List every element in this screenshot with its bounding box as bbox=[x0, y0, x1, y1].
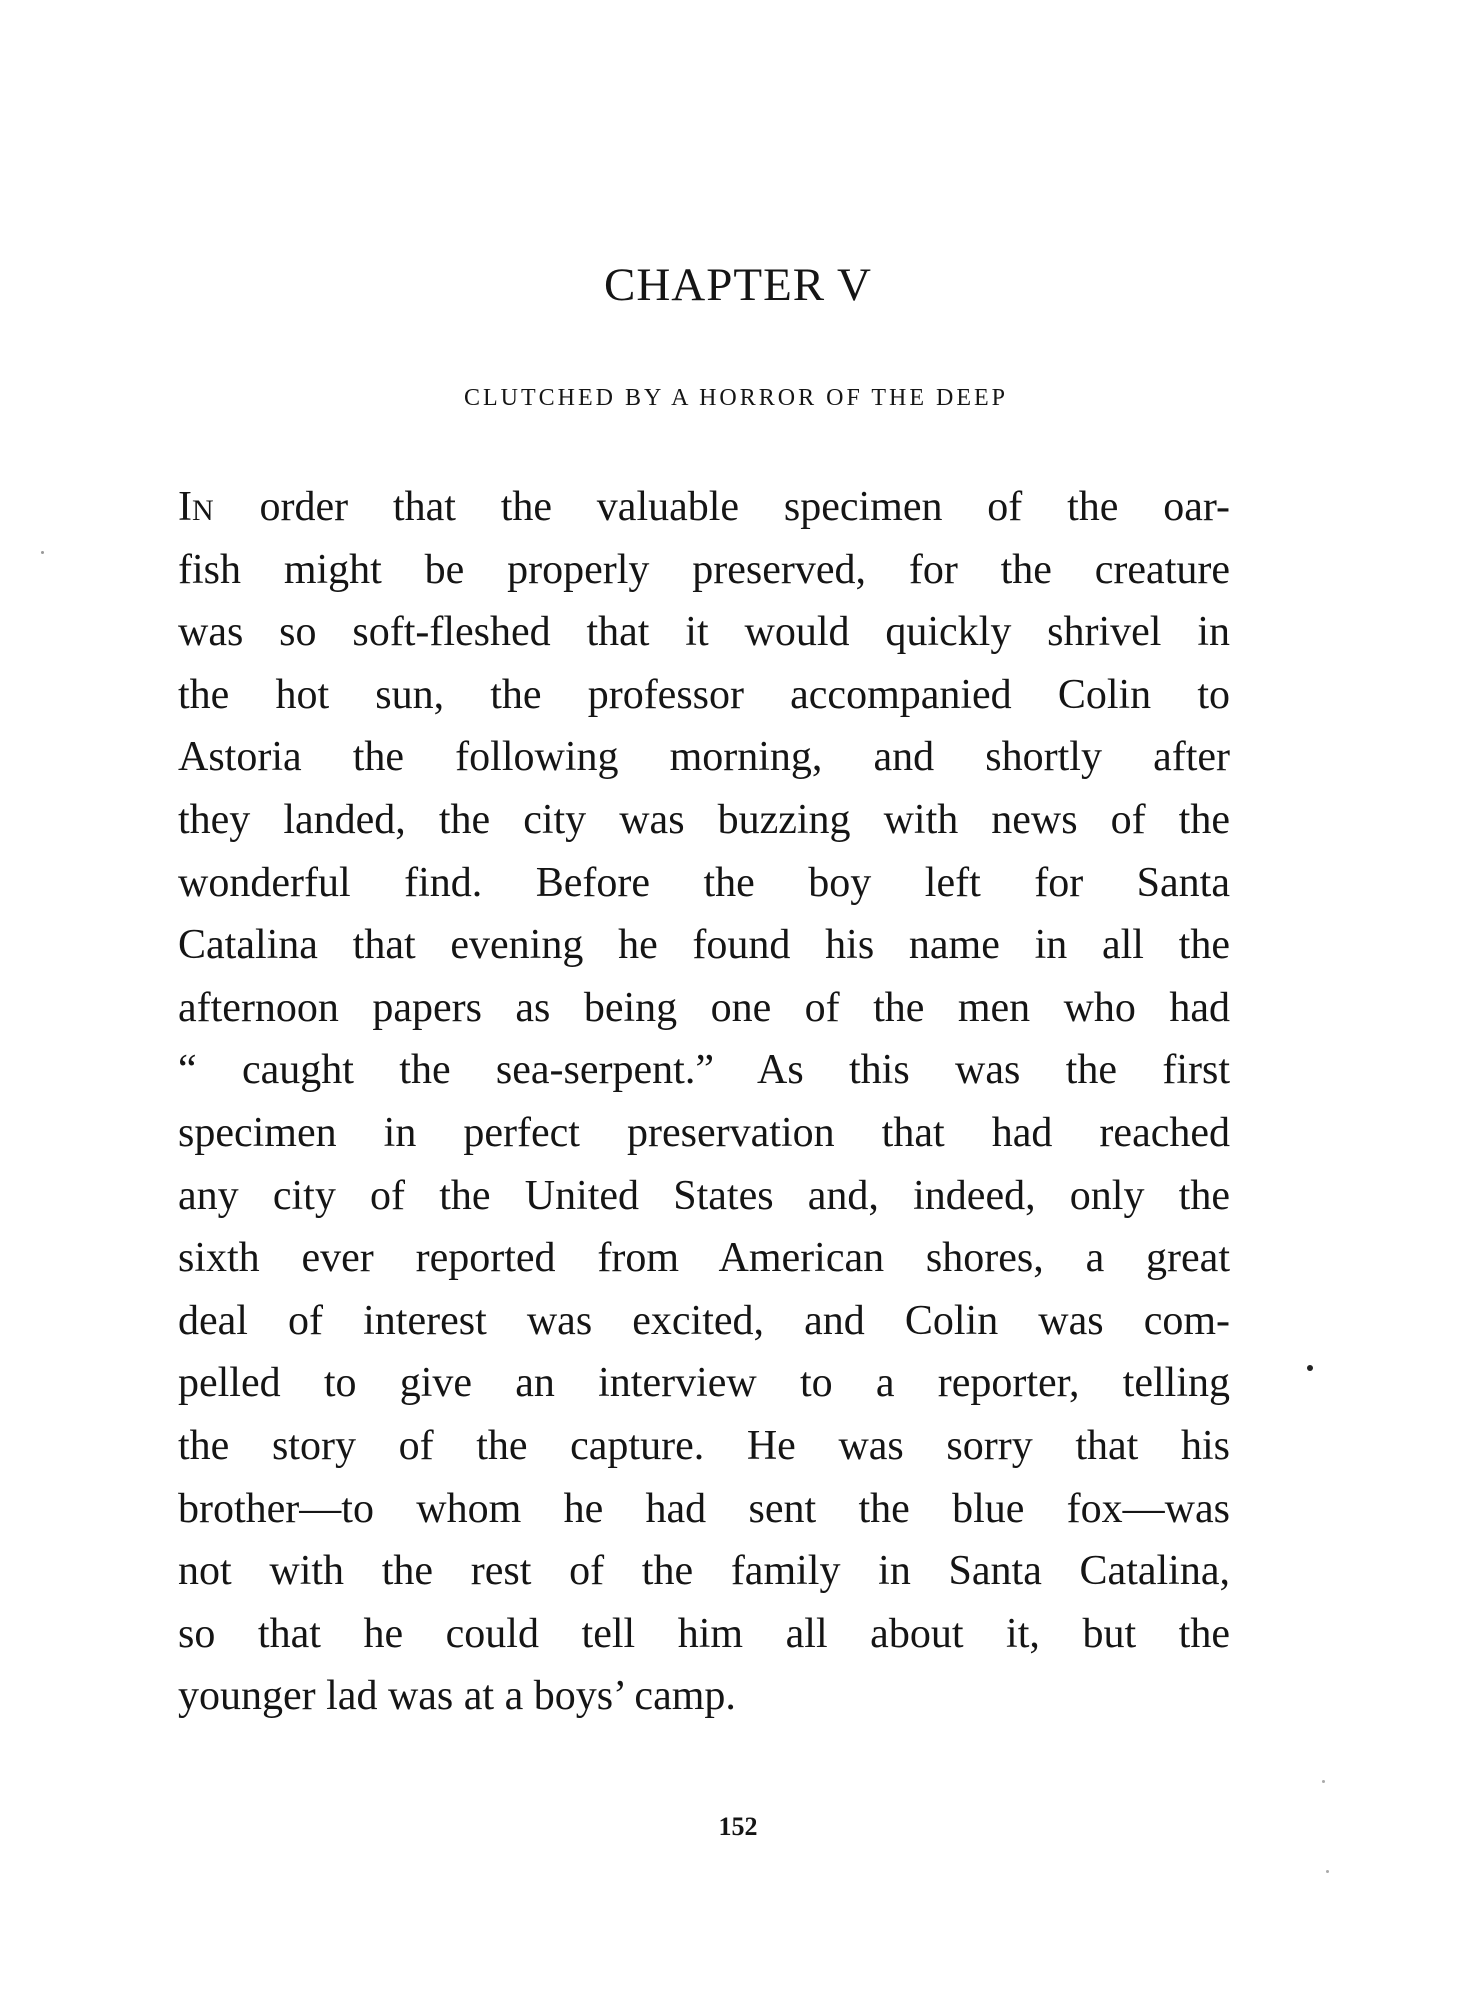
body-line: any city of the United States and, indeed, only the bbox=[178, 1172, 1230, 1219]
body-line: the story of the capture. He was sorry that his bbox=[178, 1422, 1230, 1469]
body-line: the hot sun, the professor accompanied Colin to bbox=[178, 671, 1230, 718]
body-line: “ caught the sea-serpent.” As this was the first bbox=[178, 1047, 1230, 1094]
body-line: was so soft-fleshed that it would quickly shrivel in bbox=[178, 609, 1230, 656]
body-line: specimen in perfect preservation that had reached bbox=[178, 1109, 1230, 1156]
drop-cap-initial: I bbox=[178, 484, 192, 530]
scan-speck bbox=[1307, 1365, 1313, 1371]
body-line: fish might be properly preserved, for the creature bbox=[178, 546, 1230, 593]
body-line: pelled to give an interview to a reporter, telling bbox=[178, 1360, 1230, 1407]
body-line: wonderful find. Before the boy left for Santa bbox=[178, 859, 1230, 906]
scan-speck bbox=[1326, 1870, 1329, 1873]
body-line: so that he could tell him all about it, but the bbox=[178, 1610, 1230, 1657]
scan-speck bbox=[1322, 1780, 1325, 1783]
body-line-1 bbox=[178, 476, 1230, 539]
body-line: afternoon papers as being one of the men who had bbox=[178, 984, 1230, 1031]
body-line: they landed, the city was buzzing with news of the bbox=[178, 796, 1230, 843]
chapter-subtitle: CLUTCHED BY A HORROR OF THE DEEP bbox=[463, 385, 1009, 411]
scan-speck bbox=[41, 551, 44, 554]
body-line: Astoria the following morning, and shortly after bbox=[178, 734, 1230, 781]
body-line: deal of interest was excited, and Colin was com- bbox=[178, 1297, 1230, 1344]
page-number: 152 bbox=[718, 1812, 758, 1841]
chapter-body bbox=[178, 476, 1230, 1728]
body-line: sixth ever reported from American shores, a great bbox=[178, 1235, 1230, 1282]
drop-cap-small-caps: N bbox=[192, 494, 215, 527]
chapter-title: CHAPTER V bbox=[604, 259, 872, 311]
body-line-1-text: order that the valuable specimen of the oar- bbox=[214, 484, 1230, 530]
body-line: not with the rest of the family in Santa Catalina, bbox=[178, 1548, 1230, 1595]
body-line: Catalina that evening he found his name in all the bbox=[178, 922, 1230, 969]
body-line: brother—to whom he had sent the blue fox—was bbox=[178, 1485, 1230, 1532]
body-line-last: younger lad was at a boys’ camp. bbox=[178, 1673, 736, 1720]
